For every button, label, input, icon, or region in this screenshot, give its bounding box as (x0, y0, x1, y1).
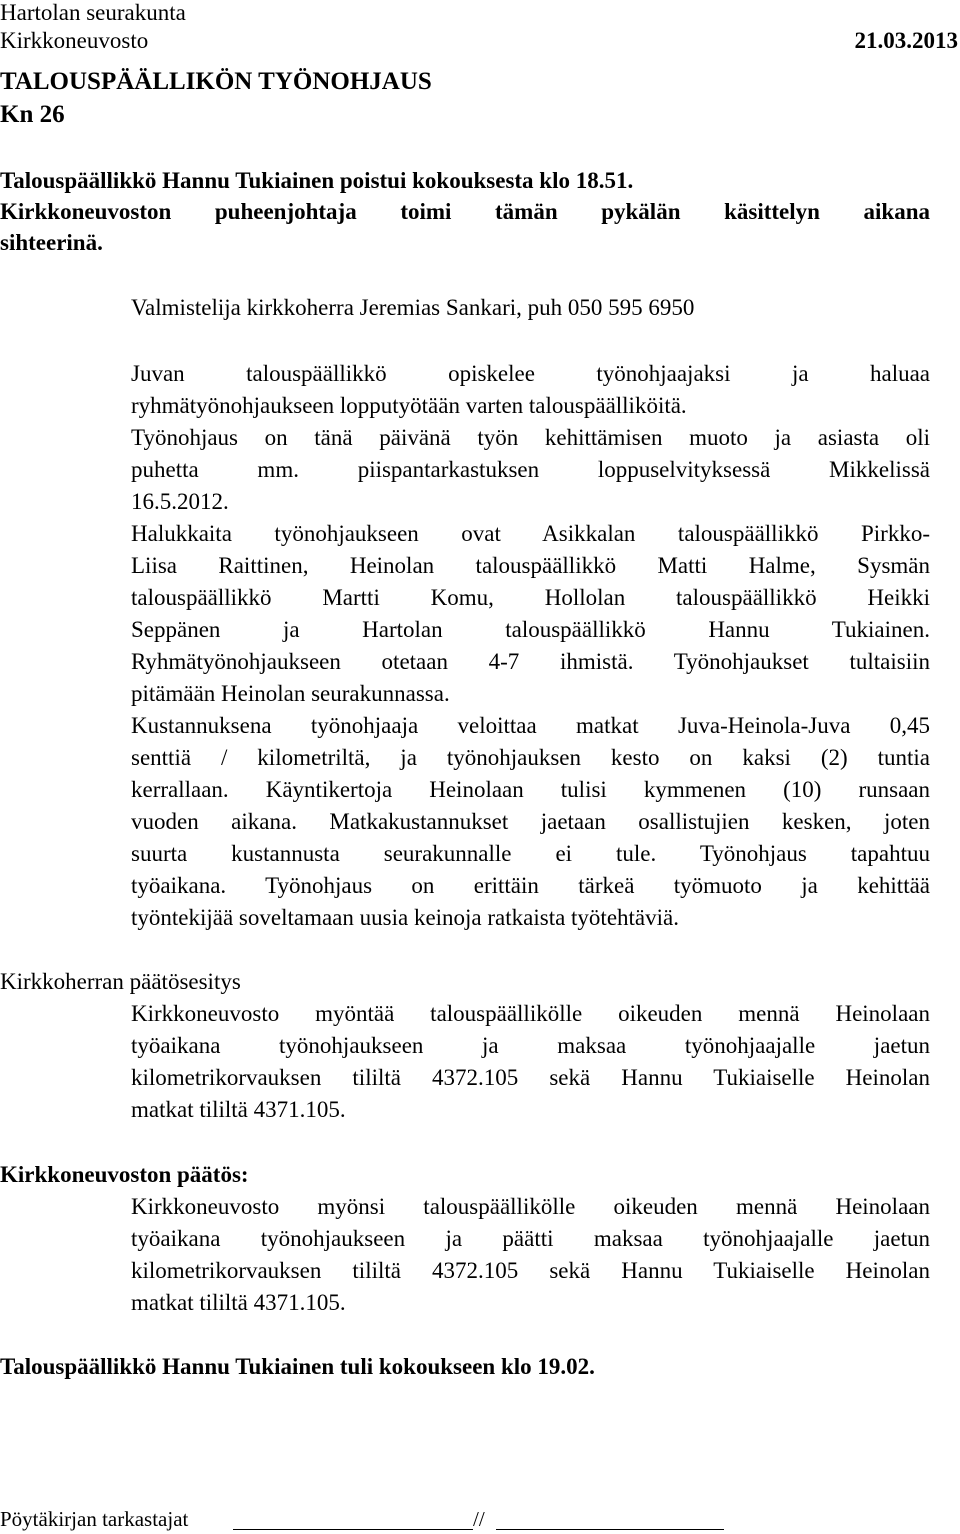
signature-line-1 (233, 1529, 473, 1530)
proposal-line: matkat tililtä 4371.105. (131, 1097, 346, 1122)
return-note: Talouspäällikkö Hannu Tukiainen tuli kokoukseen klo 19.02. (0, 1354, 595, 1379)
intro-line-3: sihteerinä. (0, 230, 103, 255)
body-line: senttiä / kilometriltä, ja työnohjauksen kesto on kaksi (2) tuntia (131, 745, 930, 770)
footer-label: Pöytäkirjan tarkastajat (0, 1507, 189, 1531)
body-line: Seppänen ja Hartolan talouspäällikkö Hannu Tukiainen. (131, 617, 930, 642)
parish-name: Hartolan seurakunta (0, 0, 186, 25)
body-line: Juvan talouspäällikkö opiskelee työnohjaajaksi ja haluaa (131, 361, 930, 386)
proposal-heading: Kirkkoherran päätösesitys (0, 969, 241, 994)
body-line: työaikana. Työnohjaus on erittäin tärkeä työmuoto ja kehittää (131, 873, 930, 898)
body-line: talouspäällikkö Martti Komu, Hollolan talouspäällikkö Heikki (131, 585, 930, 610)
intro-line-2: Kirkkoneuvoston puheenjohtaja toimi tämän pykälän käsittelyn aikana (0, 199, 930, 224)
decision-heading: Kirkkoneuvoston päätös: (0, 1162, 249, 1187)
body-line: Liisa Raittinen, Heinolan talouspäällikkö Matti Halme, Sysmän (131, 553, 930, 578)
meeting-date: 21.03.2013 (854, 28, 958, 53)
footer-separator: // (473, 1507, 485, 1531)
meeting-body: Kirkkoneuvosto (0, 28, 149, 53)
body-line: Työnohjaus on tänä päivänä työn kehittämisen muoto ja asiasta oli (131, 425, 930, 450)
proposal-line: työaikana työnohjaukseen ja maksaa työnohjaajalle jaetun (131, 1033, 930, 1058)
body-line: suurta kustannusta seurakunnalle ei tule. Työnohjaus tapahtuu (131, 841, 930, 866)
body-line: kerrallaan. Käyntikertoja Heinolaan tulisi kymmenen (10) runsaan (131, 777, 930, 802)
body-line: ryhmätyönohjaukseen lopputyötään varten talouspäälliköitä. (131, 393, 687, 418)
body-line: puhetta mm. piispantarkastuksen loppuselvityksessä Mikkelissä (131, 457, 930, 482)
signature-line-2 (496, 1529, 724, 1530)
body-line: vuoden aikana. Matkakustannukset jaetaan osallistujien kesken, joten (131, 809, 930, 834)
body-line: 16.5.2012. (131, 489, 229, 514)
decision-line: kilometrikorvauksen tililtä 4372.105 sekä Hannu Tukiaiselle Heinolan (131, 1258, 930, 1283)
section-title: TALOUSPÄÄLLIKÖN TYÖNOHJAUS (0, 68, 432, 95)
body-line: Ryhmätyönohjaukseen otetaan 4-7 ihmistä. Työnohjaukset tultaisiin (131, 649, 930, 674)
decision-line: työaikana työnohjaukseen ja päätti maksaa työnohjaajalle jaetun (131, 1226, 930, 1251)
proposal-line: kilometrikorvauksen tililtä 4372.105 sekä Hannu Tukiaiselle Heinolan (131, 1065, 930, 1090)
preparer-line: Valmistelija kirkkoherra Jeremias Sankari, puh 050 595 6950 (131, 295, 695, 320)
body-line: Kustannuksena työnohjaaja veloittaa matkat Juva-Heinola-Juva 0,45 (131, 713, 930, 738)
section-number: Kn 26 (0, 101, 65, 128)
proposal-line: Kirkkoneuvosto myöntää talouspäällikölle oikeuden mennä Heinolaan (131, 1001, 930, 1026)
body-line: pitämään Heinolan seurakunnassa. (131, 681, 450, 706)
body-line: työntekijää soveltamaan uusia keinoja ratkaista työtehtäviä. (131, 905, 679, 930)
decision-line: Kirkkoneuvosto myönsi talouspäällikölle oikeuden mennä Heinolaan (131, 1194, 930, 1219)
body-line: Halukkaita työnohjaukseen ovat Asikkalan talouspäällikkö Pirkko- (131, 521, 930, 546)
decision-line: matkat tililtä 4371.105. (131, 1290, 346, 1315)
intro-line-1: Talouspäällikkö Hannu Tukiainen poistui kokouksesta klo 18.51. (0, 168, 634, 193)
